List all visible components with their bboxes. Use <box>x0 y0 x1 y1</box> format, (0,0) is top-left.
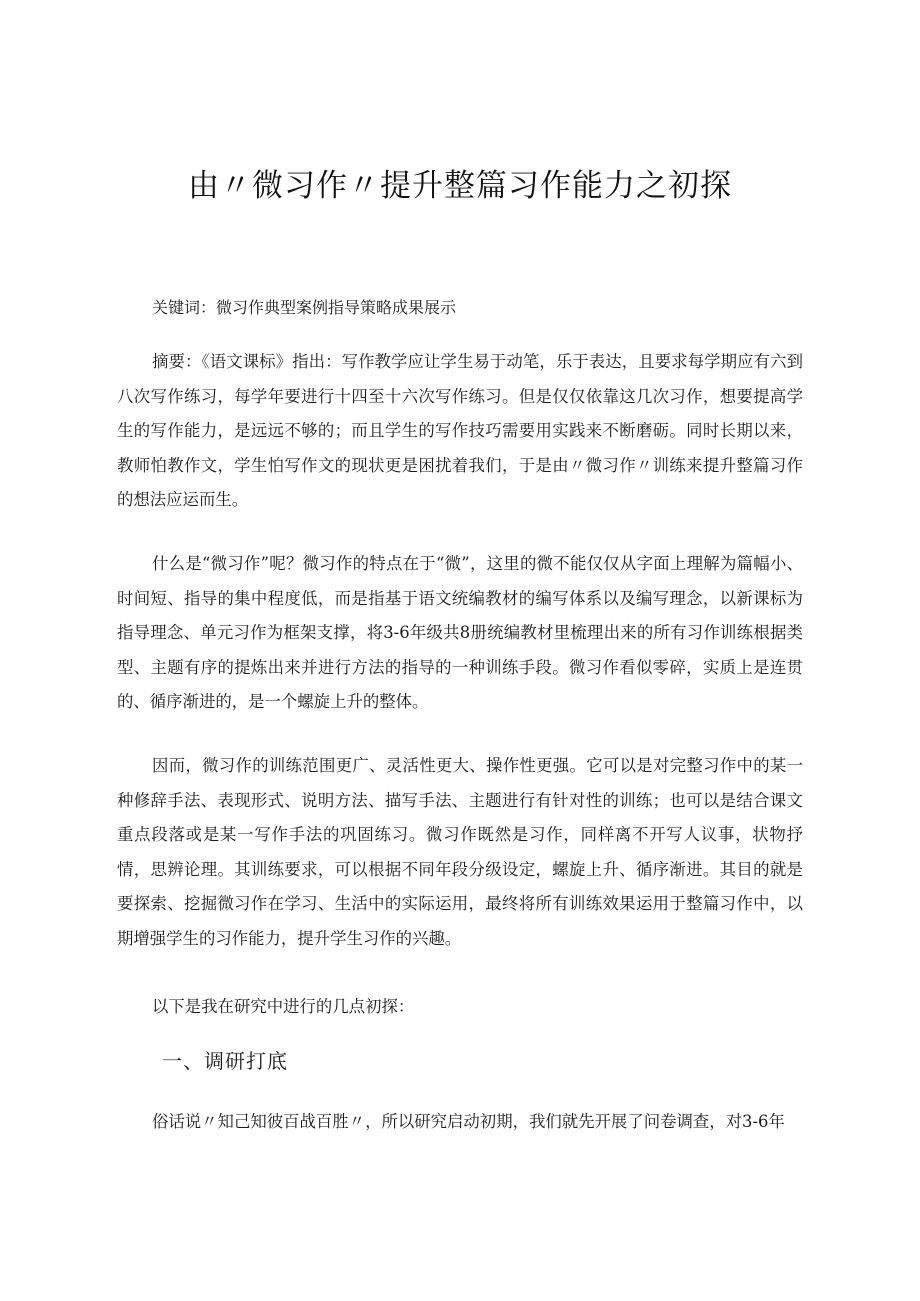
intro-line: 以下是我在研究中进行的几点初探： <box>152 997 415 1016</box>
document-title: 由〃微习作〃提升整篇习作能力之初探 <box>188 168 732 204</box>
keywords-line: 关键词：微习作典型案例指导策略成果展示 <box>152 298 457 317</box>
scope-paragraph: 因而，微习作的训练范围更广、灵活性更大、操作性更强。它可以是对完整习作中的某一种修辞手法、表现形式、说明方法、描写手法、主题进行有针对性的训练；也可以是结合课文重点段落或是某一写作手法的巩固练习。微习作既然是习作，同样离不开写人议事，状物抒情，思辨论理。其训练要求，可以根据不同年段分级设定，螺旋上升、循序渐进。其目的就是要探索、挖掘微习作在学习、生活中的实际运用，最终将所有训练效果运用于整篇习作中，以期增强学生的习作能力，提升学生习作的兴趣。 <box>117 756 803 948</box>
section-heading: 一、调研打底 <box>162 1049 288 1073</box>
section-paragraph: 俗话说〃知己知彼百战百胜〃，所以研究启动初期，我们就先开展了问卷调查，对3-6年 <box>152 1112 785 1131</box>
definition-paragraph: 什么是“微习作”呢？微习作的特点在于“微”，这里的微不能仅仅从字面上理解为篇幅小、时间短、指导的集中程度低，而是指基于语文统编教材的编写体系以及编写理念，以新课标为指导理念、单元习作为框架支撑，将3-6年级共8册统编教材里梳理出来的所有习作训练根据类型、主题有序的提炼出来并进行方法的指导的一种训练手段。微习作看似零碎，实质上是连贯的、循序渐进的，是一个螺旋上升的整体。 <box>117 554 803 711</box>
abstract-paragraph: 摘要：《语文课标》指出：写作教学应让学生易于动笔，乐于表达，且要求每学期应有六到八次写作练习，每学年要进行十四至十六次写作练习。但是仅仅依靠这几次习作，想要提高学生的写作能力，是远远不够的；而且学生的写作技巧需要用实践来不断磨砺。同时长期以来，教师怕教作文，学生怕写作文的现状更是困扰着我们，于是由〃微习作〃训练来提升整篇习作的想法应运而生。 <box>117 352 803 509</box>
